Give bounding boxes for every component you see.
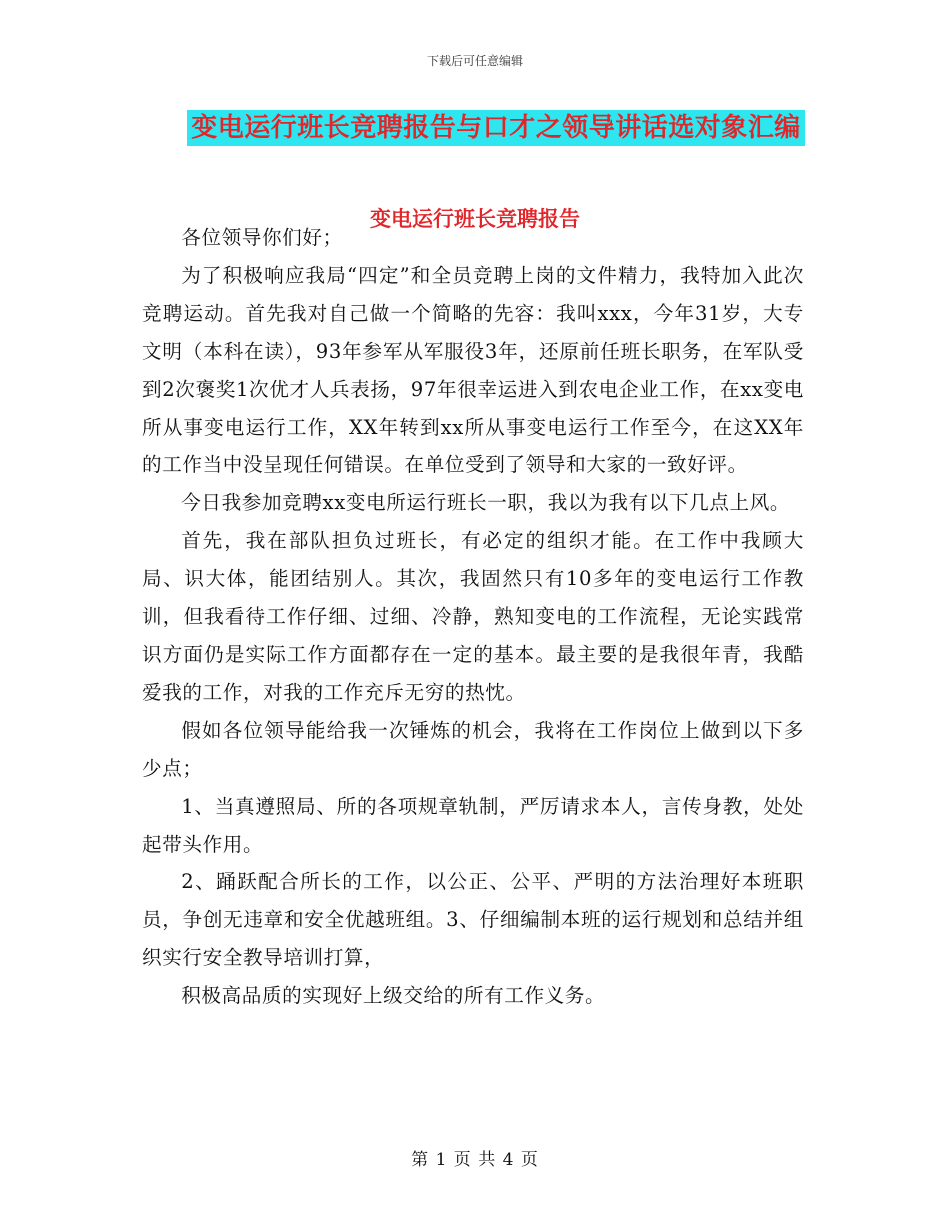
paragraph-point-2-3: 2、踊跃配合所长的工作，以公正、公平、严明的方法治理好本班职员，争创无违章和安全优越班组。3、仔细编制本班的运行规划和总结并组织实行安全教导培训打算， xyxy=(142,870,804,970)
paragraph-closing: 积极高品质的实现好上级交给的所有工作义务。 xyxy=(181,984,606,1008)
paragraph-advantages-intro: 今日我参加竞聘xx变电所运行班长一职，我以为我有以下几点上风。 xyxy=(181,491,791,515)
page-footer: 第 1 页 共 4 页 xyxy=(411,1150,539,1170)
paragraph-commitment-intro: 假如各位领导能给我一次锤炼的机会，我将在工作岗位上做到以下多少点； xyxy=(142,718,804,780)
document-title: 变电运行班长竞聘报告与口才之领导讲话选对象汇编 xyxy=(187,110,805,146)
document-title-container xyxy=(0,110,950,146)
paragraph-point-1: 1、当真遵照局、所的各项规章轨制，严厉请求本人，言传身教，处处起带头作用。 xyxy=(142,794,804,856)
document-body xyxy=(142,219,804,1015)
paragraph-advantages: 首先，我在部队担负过班长，有必定的组织才能。在工作中我顾大局、识大体，能团结别人。其次，我固然只有10多年的变电运行工作教训，但我看待工作仔细、过细、冷静，熟知变电的工作流程，无论实践常识方面仍是实际工作方面都存在一定的基本。最主要的是我很年青，我酷爱我的工作，对我的工作充斥无穷的热忱。 xyxy=(142,529,804,704)
paragraph-greeting: 各位领导你们好； xyxy=(181,226,343,249)
header-note: 下载后可任意编辑 xyxy=(426,54,523,68)
paragraph-introduction: 为了积极响应我局“四定”和全员竞聘上岗的文件精力，我特加入此次竞聘运动。首先我对自己做一个简略的先容：我叫xxx，今年31岁，大专文明（本科在读），93年参军从军服役3年，还原前任班长职务，在军队受到2次褒奖1次优才人兵表扬，97年很幸运进入到农电企业工作，在xx变电所从事变电运行工作，XX年转到xx所从事变电运行工作至今，在这XX年的工作当中没呈现任何错误。在单位受到了领导和大家的一致好评。 xyxy=(142,263,804,477)
section-title: 变电运行班长竞聘报告 xyxy=(370,206,580,231)
